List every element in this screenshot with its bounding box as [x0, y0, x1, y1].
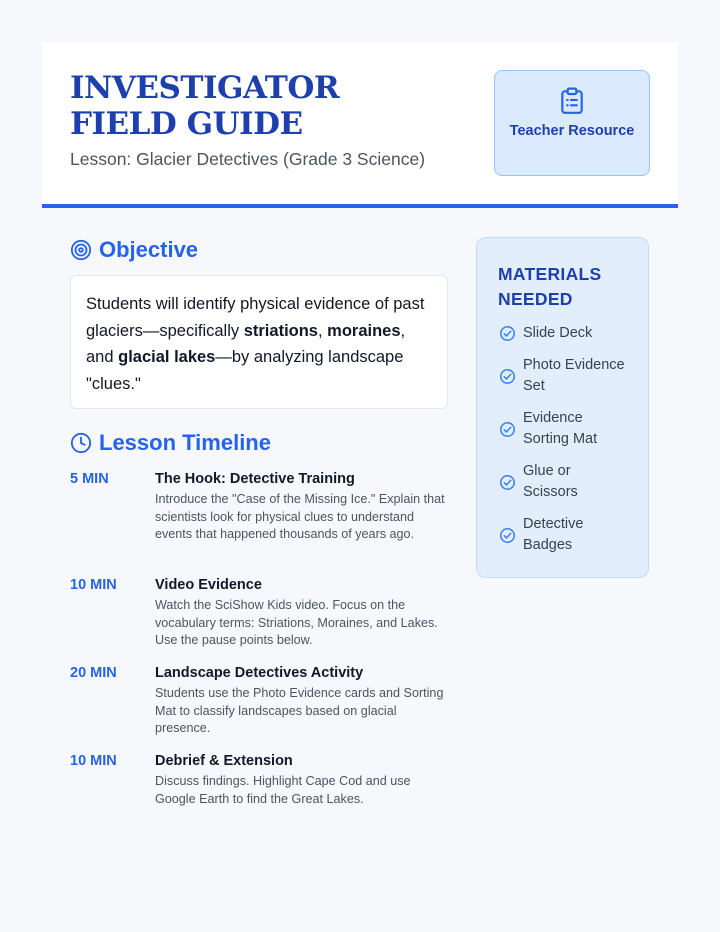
- material-label: Detective Badges: [523, 516, 584, 553]
- material-label: Evidence Sorting Mat: [523, 410, 598, 447]
- objective-term-moraines: moraines: [327, 321, 401, 340]
- objective-term-glacial-lakes: glacial lakes: [118, 348, 216, 366]
- material-item: [499, 514, 639, 556]
- material-label: Photo Evidence Set: [523, 357, 625, 394]
- check-circle-icon: [499, 421, 516, 438]
- materials-panel: [476, 237, 649, 578]
- timeline-title: Debrief & Extension: [155, 753, 293, 769]
- timeline-heading-text: Lesson Timeline: [99, 430, 271, 455]
- material-label: Slide Deck: [523, 325, 593, 341]
- material-item: [499, 408, 639, 450]
- timeline-description: Introduce the "Case of the Missing Ice." Explain that scientists look for physical clues to understand events that happened thousands of years ago.: [155, 492, 445, 542]
- objective-text-3: , and: [86, 321, 406, 366]
- objective-text-4: —by analyzing landscape "clues.": [86, 348, 404, 393]
- teacher-resource-badge: [494, 70, 650, 176]
- timeline-title: Landscape Detectives Activity: [155, 665, 364, 681]
- timeline-description: Discuss findings. Highlight Cape Cod and use Google Earth to find the Great Lakes.: [155, 774, 411, 806]
- timeline-duration: 10 MIN: [70, 753, 117, 769]
- clipboard-icon: [559, 87, 585, 115]
- objective-term-striations: striations: [243, 321, 318, 340]
- material-label: Glue or Scissors: [523, 463, 578, 500]
- timeline-duration: 10 MIN: [70, 577, 117, 593]
- page-title: INVESTIGATOR FIELD GUIDE: [70, 70, 340, 142]
- timeline-duration: 5 MIN: [70, 471, 109, 487]
- target-icon: [70, 239, 92, 261]
- timeline-duration: 20 MIN: [70, 665, 117, 681]
- timeline-title: Video Evidence: [155, 577, 262, 593]
- timeline-title: The Hook: Detective Training: [155, 471, 355, 487]
- material-item: [499, 355, 639, 397]
- objective-text-2: ,: [318, 321, 328, 340]
- check-circle-icon: [499, 474, 516, 491]
- objective-text-1: Students will identify physical evidence of past glaciers—specifically: [86, 295, 425, 340]
- timeline-description: Watch the SciShow Kids video. Focus on the vocabulary terms: Striations, Moraines, and Lakes. Use the pause points below.: [155, 598, 438, 648]
- header: [42, 42, 678, 208]
- objective-heading: [70, 237, 198, 263]
- timeline-description: Students use the Photo Evidence cards and Sorting Mat to classify landscapes based on glacial presence.: [155, 686, 444, 736]
- lesson-subtitle: Lesson: Glacier Detectives (Grade 3 Science): [70, 149, 426, 169]
- objective-heading-text: Objective: [99, 237, 199, 262]
- check-circle-icon: [499, 325, 516, 342]
- material-item: [499, 461, 639, 503]
- material-item: [499, 323, 639, 344]
- badge-label: Teacher Resource: [509, 123, 635, 139]
- check-circle-icon: [499, 527, 516, 544]
- materials-heading: MATERIALS NEEDED: [498, 264, 602, 309]
- timeline-heading: [70, 430, 271, 456]
- clock-icon: [70, 432, 92, 454]
- check-circle-icon: [499, 368, 516, 385]
- objective-box: [70, 275, 448, 409]
